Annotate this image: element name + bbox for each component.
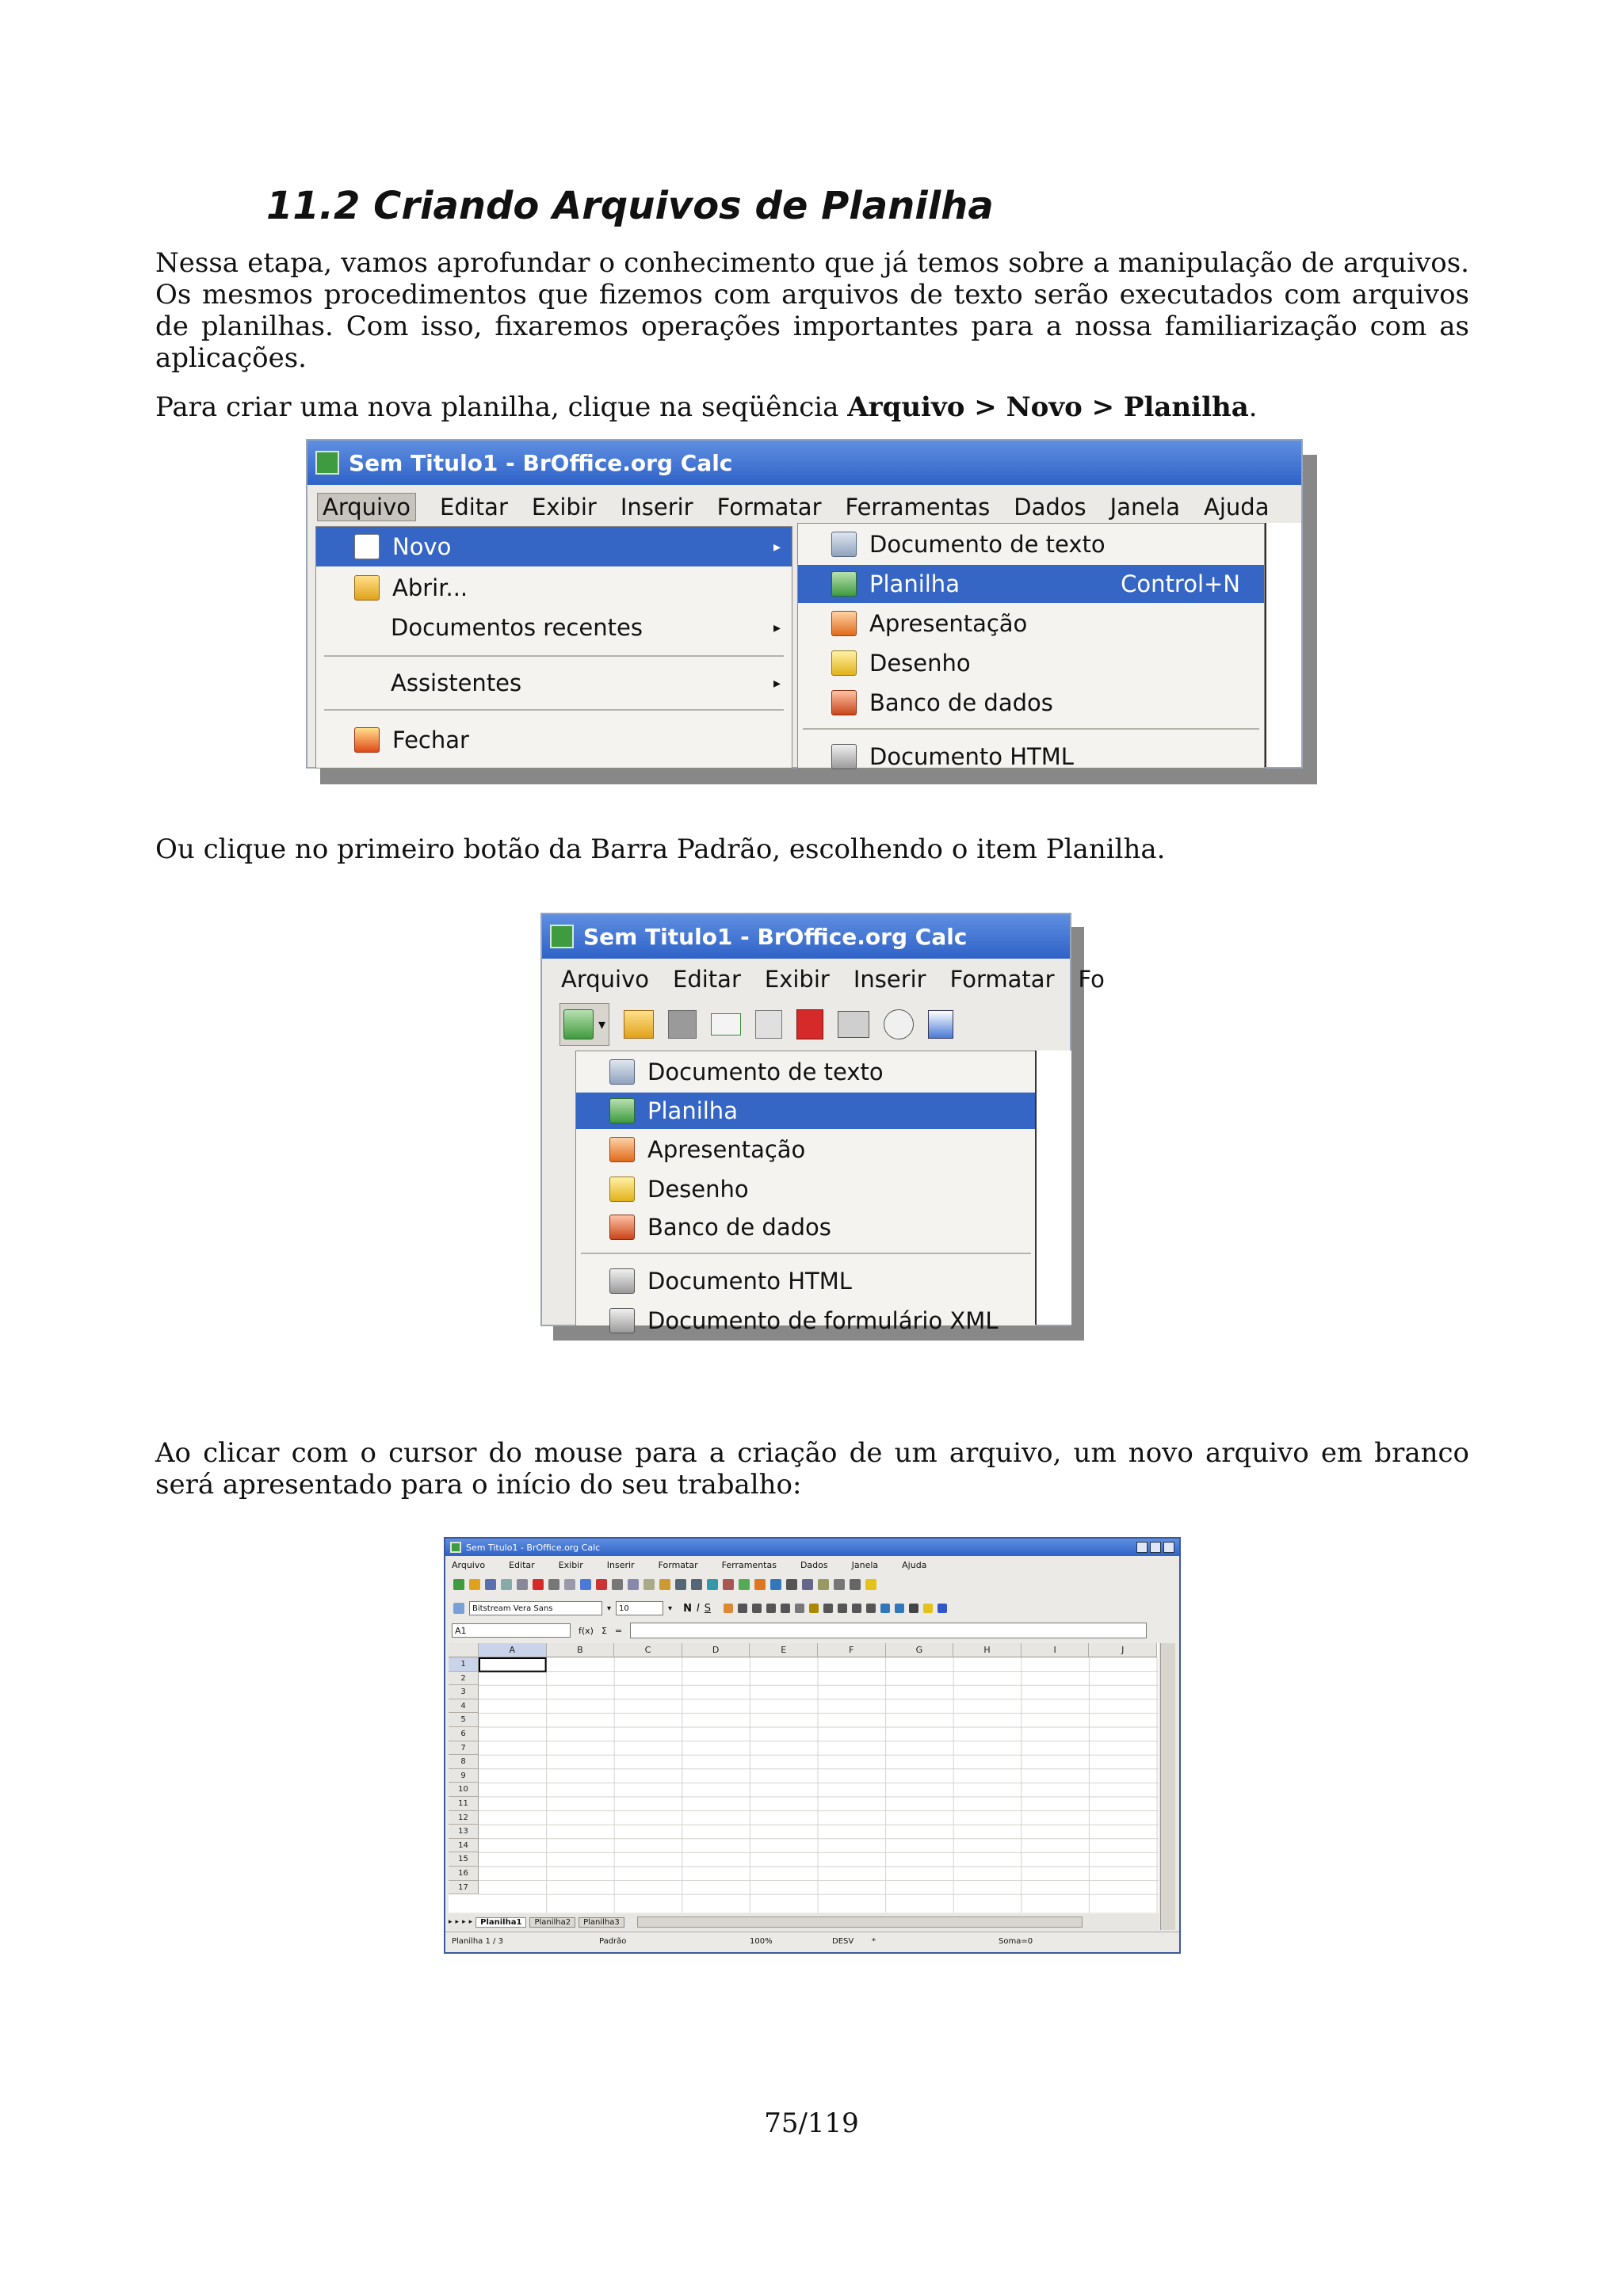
font-size-value: 10 xyxy=(619,1604,629,1613)
row-header[interactable]: 15 xyxy=(449,1852,479,1867)
row-header[interactable]: 16 xyxy=(449,1867,479,1881)
window-titlebar[interactable] xyxy=(307,441,1301,485)
zoom-icon[interactable] xyxy=(850,1579,861,1590)
base-icon xyxy=(609,1215,635,1240)
background-window-edge xyxy=(1265,523,1301,767)
menu-item-label: Abrir... xyxy=(392,574,468,601)
impress-icon xyxy=(609,1137,635,1162)
column-header[interactable]: B xyxy=(547,1643,615,1657)
dropdown-item-label: Documento HTML xyxy=(647,1268,852,1295)
sort-desc-icon[interactable] xyxy=(739,1579,750,1590)
font-name-box[interactable] xyxy=(469,1601,602,1615)
section-heading: 11.2 Criando Arquivos de Planilha xyxy=(266,184,994,228)
screenshot-file-menu xyxy=(306,439,1320,788)
menu-path: Arquivo > Novo > Planilha xyxy=(847,391,1249,423)
menu-item-label: Novo xyxy=(392,533,452,560)
input-line[interactable] xyxy=(630,1623,1147,1638)
dropdown-item-apresentacao[interactable] xyxy=(576,1131,1036,1169)
menu-6[interactable]: Dados xyxy=(800,1559,828,1570)
styles-icon[interactable] xyxy=(453,1603,464,1614)
row-header[interactable]: 17 xyxy=(449,1881,479,1895)
screenshot-new-button-menu xyxy=(540,913,1105,1344)
impress-icon xyxy=(831,611,857,636)
submenu-item-label: Documento HTML xyxy=(869,743,1074,770)
vertical-scrollbar[interactable] xyxy=(1160,1643,1175,1930)
dropdown-item-documento-de-texto[interactable] xyxy=(576,1053,1036,1091)
window-titlebar[interactable] xyxy=(445,1539,1179,1556)
dropdown-item-desenho[interactable] xyxy=(576,1170,1036,1208)
submenu-item-apresentacao[interactable] xyxy=(798,605,1264,643)
select-all-corner[interactable] xyxy=(449,1643,479,1657)
spellcheck-icon[interactable] xyxy=(928,1010,953,1039)
status-modified: * xyxy=(872,1936,876,1946)
chart-icon[interactable] xyxy=(754,1579,766,1590)
dropdown-item-documento-de-formulario-xml[interactable] xyxy=(576,1302,1036,1340)
submenu-item-label: Banco de dados xyxy=(869,689,1053,716)
window-controls xyxy=(1136,1542,1174,1553)
background-window-edge xyxy=(1035,1051,1071,1325)
prev-sheet-arrow-icon[interactable]: ▸ xyxy=(455,1918,460,1926)
status-page-style: Padrão xyxy=(599,1936,627,1946)
borders-icon[interactable] xyxy=(909,1604,918,1613)
base-icon xyxy=(831,690,857,715)
format-paintbrush-icon[interactable] xyxy=(659,1579,670,1590)
dropdown-item-label: Planilha xyxy=(647,1097,738,1124)
row-header[interactable]: 6 xyxy=(449,1727,479,1741)
paste-icon[interactable] xyxy=(643,1579,655,1590)
align-left-icon[interactable] xyxy=(738,1604,747,1613)
html-icon xyxy=(831,744,857,769)
dropdown-item-label: Apresentação xyxy=(647,1136,806,1163)
menu-1[interactable]: Editar xyxy=(440,494,508,521)
row-header[interactable]: 5 xyxy=(449,1713,479,1727)
writer-icon xyxy=(609,1059,635,1085)
file-menu xyxy=(315,526,792,769)
page-icon xyxy=(354,534,380,559)
submenu-arrow-icon: ▸ xyxy=(773,619,781,636)
undo-icon[interactable] xyxy=(675,1579,686,1590)
print-icon[interactable] xyxy=(838,1011,869,1038)
row-header[interactable]: 3 xyxy=(449,1685,479,1699)
standard-toolbar xyxy=(445,1573,1179,1596)
menu-5[interactable]: Fo xyxy=(1078,966,1105,993)
calc-app-icon xyxy=(450,1542,461,1553)
autospell-icon[interactable] xyxy=(596,1579,607,1590)
column-header[interactable]: H xyxy=(953,1643,1022,1657)
new-icon[interactable] xyxy=(453,1579,464,1590)
menu-item-abrir[interactable] xyxy=(316,568,792,608)
menu-3[interactable]: Inserir xyxy=(620,494,693,521)
font-size-dropdown-icon[interactable]: ▾ xyxy=(668,1604,673,1613)
menu-item-documentos-recentes[interactable] xyxy=(316,608,792,647)
draw-icon[interactable] xyxy=(770,1579,781,1590)
submenu-arrow-icon: ▸ xyxy=(773,674,781,692)
open-icon[interactable] xyxy=(469,1579,480,1590)
status-bar xyxy=(445,1932,1179,1950)
calc-icon xyxy=(609,1098,635,1123)
justify-icon[interactable] xyxy=(781,1604,790,1613)
first-sheet-arrow-icon[interactable]: ▸ xyxy=(449,1918,453,1926)
calc-app-icon xyxy=(550,925,574,948)
email-icon[interactable] xyxy=(501,1579,512,1590)
save-icon[interactable] xyxy=(485,1579,496,1590)
menu-separator xyxy=(803,728,1259,730)
menu-5[interactable]: Ferramentas xyxy=(845,494,991,521)
dropdown-item-label: Documento de texto xyxy=(647,1058,884,1085)
column-header[interactable]: J xyxy=(1089,1643,1157,1657)
new-document-button[interactable] xyxy=(559,1003,609,1046)
menu-0[interactable]: Arquivo xyxy=(561,966,650,993)
italic-button[interactable]: I xyxy=(696,1602,700,1615)
submenu-item-banco-de-dados[interactable] xyxy=(798,684,1264,722)
instruction-suffix: . xyxy=(1248,391,1258,423)
html-icon xyxy=(609,1268,635,1294)
row-header[interactable]: 1 xyxy=(449,1657,479,1672)
status-sum: Soma=0 xyxy=(999,1936,1033,1946)
intro-paragraph: Nessa etapa, vamos aprofundar o conhecimento que já temos sobre a manipulação de arquivos. Os mesmos procedimentos que fizemos com arquivos de texto serão executados com arquivos de planilhas. Com isso, fixaremos operações importantes para a nossa familiarização com as aplicações. xyxy=(155,247,1469,374)
row-header[interactable]: 8 xyxy=(449,1755,479,1769)
pdf-icon[interactable] xyxy=(533,1579,544,1590)
draw-icon xyxy=(609,1177,635,1202)
menu-0[interactable]: Arquivo xyxy=(317,493,416,521)
maximize-icon[interactable] xyxy=(1150,1542,1161,1553)
name-box[interactable] xyxy=(452,1623,571,1638)
font-name-dropdown-icon[interactable]: ▾ xyxy=(607,1604,612,1613)
export-pdf-icon[interactable] xyxy=(796,1009,823,1039)
submenu-item-label: Desenho xyxy=(869,650,971,677)
menu-item-label: Assistentes xyxy=(391,669,522,696)
row-header[interactable]: 9 xyxy=(449,1769,479,1783)
submenu-item-documento-html[interactable] xyxy=(798,738,1264,776)
menu-item-label: Documentos recentes xyxy=(391,614,643,641)
dropdown-item-documento-html[interactable] xyxy=(576,1262,1036,1300)
horizontal-scrollbar[interactable] xyxy=(637,1917,1083,1928)
formatting-toolbar xyxy=(445,1597,1179,1619)
menu-4[interactable]: Formatar xyxy=(949,966,1055,993)
navigator-icon[interactable] xyxy=(802,1579,813,1590)
spreadsheet-grid[interactable] xyxy=(449,1643,1159,1913)
calc-app-icon xyxy=(315,451,339,475)
sort-asc-icon[interactable] xyxy=(723,1579,734,1590)
row-header[interactable]: 2 xyxy=(449,1672,479,1686)
percent-icon[interactable] xyxy=(823,1604,833,1613)
sum-icon[interactable]: Σ xyxy=(601,1625,607,1636)
window-title: Sem Titulo1 - BrOffice.org Calc xyxy=(349,449,733,476)
align-center-icon[interactable] xyxy=(752,1604,762,1613)
column-header[interactable]: G xyxy=(886,1643,954,1657)
menu-3[interactable]: Inserir xyxy=(853,966,926,993)
dropdown-arrow-icon[interactable]: ▾ xyxy=(598,1016,606,1033)
menu-0[interactable]: Arquivo xyxy=(452,1559,486,1570)
minimize-icon[interactable] xyxy=(1136,1542,1148,1553)
status-sheet: Planilha 1 / 3 xyxy=(452,1936,503,1946)
font-size-box[interactable] xyxy=(616,1601,663,1615)
underline-button[interactable]: S xyxy=(704,1602,712,1615)
menu-2[interactable]: Exibir xyxy=(558,1559,583,1570)
formula-bar xyxy=(445,1621,1179,1640)
menu-bar xyxy=(542,962,1105,997)
column-header[interactable]: E xyxy=(750,1643,818,1657)
status-zoom[interactable]: 100% xyxy=(750,1936,773,1946)
cell-gridlines xyxy=(449,1643,1159,1913)
column-header[interactable]: F xyxy=(818,1643,886,1657)
font-name-value: Bitstream Vera Sans xyxy=(472,1604,553,1613)
save-icon[interactable] xyxy=(668,1010,697,1039)
add-decimal-icon[interactable] xyxy=(852,1604,861,1613)
formula-icon[interactable]: = xyxy=(614,1625,623,1636)
submenu-item-label: Documento de texto xyxy=(869,531,1106,558)
window-title: Sem Titulo1 - BrOffice.org Calc xyxy=(466,1542,601,1553)
hyperlink-icon[interactable] xyxy=(707,1579,718,1590)
menu-item-label: Fechar xyxy=(392,727,469,753)
menu-bar xyxy=(445,1558,1179,1572)
page-preview-icon[interactable] xyxy=(884,1009,914,1039)
decrease-indent-icon[interactable] xyxy=(880,1604,890,1613)
screenshot-calc-window xyxy=(444,1537,1181,1954)
submenu-item-planilha[interactable] xyxy=(798,565,1264,603)
close-icon[interactable] xyxy=(1163,1542,1174,1553)
merge-icon[interactable] xyxy=(795,1604,804,1613)
row-header[interactable]: 7 xyxy=(449,1741,479,1756)
draw-icon xyxy=(831,650,857,676)
toolbar-paragraph: Ou clique no primeiro botão da Barra Padrão, escolhendo o item Planilha. xyxy=(155,833,1166,865)
status-mode[interactable]: DESV xyxy=(832,1936,854,1946)
column-header[interactable]: I xyxy=(1022,1643,1090,1657)
open-folder-icon[interactable] xyxy=(624,1010,654,1039)
menu-5[interactable]: Ferramentas xyxy=(721,1559,777,1570)
result-paragraph: Ao clicar com o cursor do mouse para a criação de um arquivo, um novo arquivo em branco será apresentado para o início do seu trabalho: xyxy=(155,1437,1469,1501)
instruction-paragraph xyxy=(155,391,1469,423)
function-wizard-icon[interactable]: f(x) xyxy=(579,1625,594,1636)
dropdown-item-banco-de-dados[interactable] xyxy=(576,1208,1036,1246)
menu-2[interactable]: Exibir xyxy=(764,966,830,993)
menu-bar xyxy=(307,490,1301,524)
menu-7[interactable]: Janela xyxy=(1109,494,1181,521)
column-header[interactable]: C xyxy=(614,1643,682,1657)
standard-toolbar xyxy=(542,1000,1070,1049)
menu-8[interactable]: Ajuda xyxy=(1204,494,1270,521)
row-header[interactable]: 14 xyxy=(449,1839,479,1853)
font-color-a-icon[interactable] xyxy=(724,1604,733,1613)
preview-icon[interactable] xyxy=(564,1579,575,1590)
print-icon[interactable] xyxy=(548,1579,559,1590)
gallery-icon[interactable] xyxy=(818,1579,829,1590)
font-color-icon[interactable] xyxy=(938,1604,947,1613)
window-titlebar[interactable] xyxy=(542,914,1070,959)
background-color-icon[interactable] xyxy=(923,1604,933,1613)
menu-2[interactable]: Exibir xyxy=(531,494,597,521)
datasource-icon[interactable] xyxy=(834,1579,845,1590)
dropdown-item-planilha[interactable] xyxy=(576,1093,1036,1129)
sheet-tab[interactable]: Planilha2 xyxy=(529,1917,575,1928)
xml-icon xyxy=(609,1308,635,1333)
sheet-tab[interactable]: Planilha3 xyxy=(579,1917,624,1928)
menu-7[interactable]: Janela xyxy=(851,1559,879,1570)
close-document-icon xyxy=(354,727,380,753)
row-header[interactable]: 11 xyxy=(449,1797,479,1811)
sheet-tab[interactable]: Planilha1 xyxy=(475,1917,526,1928)
row-header[interactable]: 12 xyxy=(449,1811,479,1825)
menu-separator xyxy=(324,655,784,657)
dropdown-item-label: Documento de formulário XML xyxy=(647,1307,999,1334)
row-header[interactable]: 13 xyxy=(449,1825,479,1839)
menu-1[interactable]: Editar xyxy=(673,966,741,993)
bold-button[interactable]: N xyxy=(683,1602,692,1615)
menu-3[interactable]: Inserir xyxy=(606,1559,635,1570)
menu-4[interactable]: Formatar xyxy=(716,494,822,521)
menu-item-fechar[interactable] xyxy=(316,720,792,760)
shortcut-label: Control+N xyxy=(1121,570,1240,597)
menu-item-assistentes[interactable] xyxy=(316,663,792,703)
menu-separator xyxy=(581,1253,1031,1254)
menu-6[interactable]: Dados xyxy=(1014,494,1086,521)
increase-indent-icon[interactable] xyxy=(895,1604,904,1613)
menu-item-novo[interactable] xyxy=(316,527,792,566)
new-submenu xyxy=(797,523,1265,769)
help-icon[interactable] xyxy=(865,1579,876,1590)
copy-icon[interactable] xyxy=(628,1579,639,1590)
email-icon[interactable] xyxy=(711,1013,741,1035)
row-header[interactable]: 4 xyxy=(449,1699,479,1714)
next-sheet-arrow-icon[interactable]: ▸ xyxy=(462,1918,466,1926)
instruction-prefix: Para criar uma nova planilha, clique na seqüência xyxy=(155,391,848,423)
active-cell-cursor xyxy=(479,1658,546,1672)
calc-icon xyxy=(563,1009,594,1039)
calc-icon xyxy=(831,571,857,597)
number-format-icon[interactable] xyxy=(838,1604,847,1613)
page-number: 75/119 xyxy=(764,2107,859,2139)
sheet-tab-bar xyxy=(449,1914,1159,1930)
last-sheet-arrow-icon[interactable]: ▸ xyxy=(468,1918,473,1926)
edit-file-icon[interactable] xyxy=(755,1010,782,1039)
dropdown-item-label: Banco de dados xyxy=(647,1214,831,1241)
currency-icon[interactable] xyxy=(809,1604,819,1613)
dropdown-item-label: Desenho xyxy=(647,1176,749,1203)
find-icon[interactable] xyxy=(786,1579,797,1590)
submenu-item-documento-de-texto[interactable] xyxy=(798,525,1264,563)
spell-icon[interactable] xyxy=(580,1579,591,1590)
column-header[interactable]: D xyxy=(682,1643,750,1657)
row-header[interactable]: 10 xyxy=(449,1783,479,1797)
menu-4[interactable]: Formatar xyxy=(658,1559,698,1570)
submenu-item-desenho[interactable] xyxy=(798,644,1264,682)
cell-reference: A1 xyxy=(455,1626,467,1636)
menu-8[interactable]: Ajuda xyxy=(902,1559,927,1570)
new-dropdown-menu xyxy=(575,1051,1037,1334)
writer-icon xyxy=(831,532,857,557)
menu-1[interactable]: Editar xyxy=(509,1559,535,1570)
align-right-icon[interactable] xyxy=(766,1604,776,1613)
cut-icon[interactable] xyxy=(612,1579,623,1590)
submenu-arrow-icon: ▸ xyxy=(773,538,781,555)
delete-decimal-icon[interactable] xyxy=(866,1604,876,1613)
submenu-item-label: Apresentação xyxy=(869,610,1028,637)
menu-separator xyxy=(324,709,784,711)
edit-icon[interactable] xyxy=(517,1579,528,1590)
window-title: Sem Titulo1 - BrOffice.org Calc xyxy=(583,923,968,950)
redo-icon[interactable] xyxy=(691,1579,702,1590)
folder-open-icon xyxy=(354,575,380,601)
column-header[interactable]: A xyxy=(479,1643,547,1657)
submenu-item-label: Planilha xyxy=(869,570,960,597)
